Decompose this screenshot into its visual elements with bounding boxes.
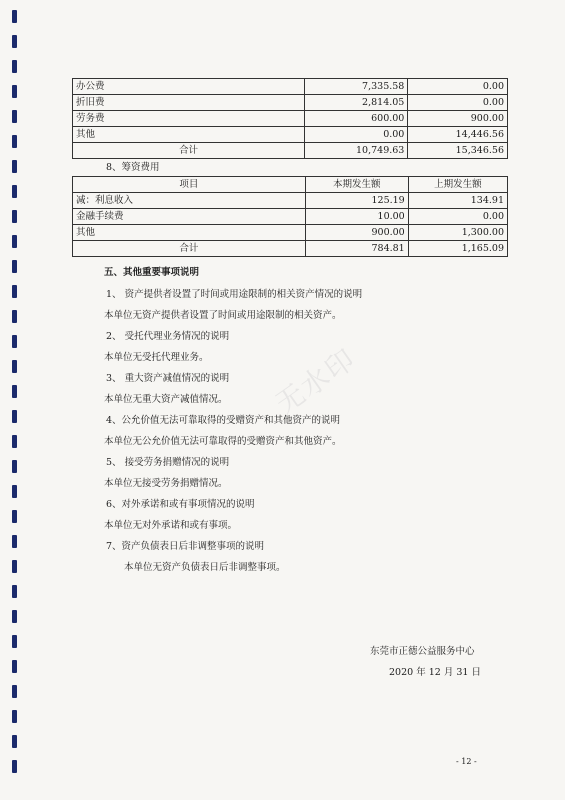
binding-hole — [12, 710, 17, 723]
binding-hole — [12, 510, 17, 523]
header-current: 本期发生额 — [305, 177, 408, 193]
header-previous: 上期发生额 — [408, 177, 507, 193]
item-4-title: 4、公允价值无法可靠取得的受赠资产和其他资产的说明 — [106, 415, 341, 426]
table-row — [73, 225, 508, 241]
binding-hole — [12, 60, 17, 73]
table-total-row — [73, 143, 508, 159]
table-header-row — [73, 177, 508, 193]
item-6-title: 6、对外承诺和或有事项情况的说明 — [106, 499, 255, 510]
binding-hole — [12, 560, 17, 573]
table-row — [73, 209, 508, 225]
total-current: 784.81 — [305, 241, 408, 257]
table-row — [73, 193, 508, 209]
item-3-body: 本单位无重大资产减值情况。 — [104, 394, 228, 405]
table-row — [73, 95, 508, 111]
binding-hole — [12, 460, 17, 473]
table-row — [73, 111, 508, 127]
row-previous: 0.00 — [408, 79, 508, 95]
item-1-body: 本单位无资产提供者设置了时间或用途限制的相关资产。 — [104, 310, 342, 321]
total-previous: 15,346.56 — [408, 143, 508, 159]
item-4-body: 本单位无公允价值无法可靠取得的受赠资产和其他资产。 — [104, 436, 342, 447]
page-number: - 12 - — [456, 757, 477, 766]
item-1-title: 1、 资产提供者设置了时间或用途限制的相关资产情况的说明 — [106, 289, 363, 300]
binding-hole — [12, 435, 17, 448]
watermark: 无水印 — [269, 341, 363, 421]
row-previous: 134.91 — [408, 193, 507, 209]
binding-hole — [12, 235, 17, 248]
item-6-body: 本单位无对外承诺和或有事项。 — [104, 520, 238, 531]
binding-hole — [12, 535, 17, 548]
binding-hole — [12, 210, 17, 223]
item-3-title: 3、 重大资产减值情况的说明 — [106, 373, 230, 384]
binding-hole — [12, 335, 17, 348]
item-7-body: 本单位无资产负债表日后非调整事项。 — [124, 562, 286, 573]
total-label: 合计 — [73, 143, 305, 159]
binding-hole — [12, 485, 17, 498]
binding-hole — [12, 160, 17, 173]
binding-hole — [12, 35, 17, 48]
item-2-title: 2、 受托代理业务情况的说明 — [106, 331, 230, 342]
binding-hole — [12, 85, 17, 98]
binding-hole — [12, 260, 17, 273]
row-previous: 0.00 — [408, 209, 507, 225]
section-8-title: 8、筹资费用 — [106, 162, 160, 173]
row-previous: 900.00 — [408, 111, 508, 127]
binding-hole — [12, 685, 17, 698]
row-item: 折旧费 — [73, 95, 305, 111]
row-current: 10.00 — [305, 209, 408, 225]
table-row — [73, 79, 508, 95]
row-item: 其他 — [73, 225, 306, 241]
item-5-title: 5、 接受劳务捐赠情况的说明 — [106, 457, 230, 468]
row-item: 其他 — [73, 127, 305, 143]
total-previous: 1,165.09 — [408, 241, 507, 257]
row-item: 办公费 — [73, 79, 305, 95]
binding-hole — [12, 310, 17, 323]
row-previous: 14,446.56 — [408, 127, 508, 143]
header-item: 项目 — [73, 177, 306, 193]
binding-hole — [12, 635, 17, 648]
total-current: 10,749.63 — [305, 143, 408, 159]
binding-hole — [12, 110, 17, 123]
row-current: 600.00 — [305, 111, 408, 127]
binding-hole — [12, 735, 17, 748]
row-current: 125.19 — [305, 193, 408, 209]
binding-hole — [12, 385, 17, 398]
binding-hole — [12, 410, 17, 423]
signature-date: 2020 年 12 月 31 日 — [389, 667, 481, 678]
binding-hole — [12, 10, 17, 23]
financing-cost-table — [72, 176, 508, 257]
table-total-row — [73, 241, 508, 257]
row-item: 减：利息收入 — [73, 193, 306, 209]
item-2-body: 本单位无受托代理业务。 — [104, 352, 209, 363]
row-previous: 1,300.00 — [408, 225, 507, 241]
row-item: 金融手续费 — [73, 209, 306, 225]
item-5-body: 本单位无接受劳务捐赠情况。 — [104, 478, 228, 489]
binding-hole — [12, 185, 17, 198]
binding-hole — [12, 610, 17, 623]
total-label: 合计 — [73, 241, 306, 257]
binding-hole — [12, 760, 17, 773]
binding-hole — [12, 135, 17, 148]
row-current: 7,335.58 — [305, 79, 408, 95]
table-row — [73, 127, 508, 143]
binding-hole — [12, 285, 17, 298]
binding-hole — [12, 360, 17, 373]
expense-table — [72, 78, 508, 159]
row-item: 劳务费 — [73, 111, 305, 127]
row-current: 900.00 — [305, 225, 408, 241]
item-7-title: 7、资产负债表日后非调整事项的说明 — [106, 541, 265, 552]
row-previous: 0.00 — [408, 95, 508, 111]
org-signature: 东莞市正德公益服务中心 — [370, 646, 475, 657]
binding-holes — [12, 10, 20, 790]
section-5-heading: 五、其他重要事项说明 — [104, 267, 200, 278]
binding-hole — [12, 660, 17, 673]
binding-hole — [12, 585, 17, 598]
row-current: 2,814.05 — [305, 95, 408, 111]
row-current: 0.00 — [305, 127, 408, 143]
